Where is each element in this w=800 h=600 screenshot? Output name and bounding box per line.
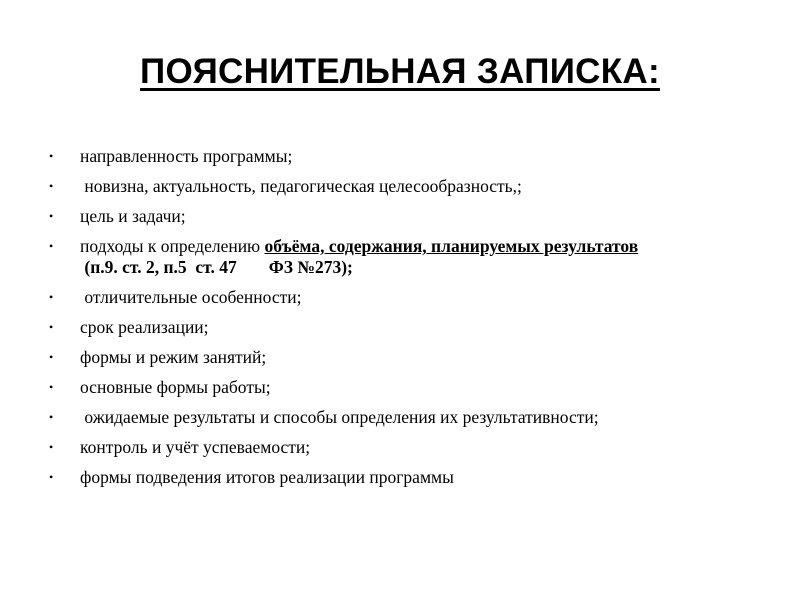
list-item-text: формы и режим занятий;	[80, 347, 267, 367]
bullet-icon: •	[49, 350, 54, 364]
list-item	[0, 467, 740, 488]
bullet-icon: •	[49, 440, 54, 454]
list-item-text: основные формы работы;	[80, 377, 271, 397]
list-item	[0, 287, 740, 308]
list-item-text: ожидаемые результаты и способы определения их результативности;	[80, 407, 599, 427]
list-item	[0, 146, 740, 167]
bullet-icon: •	[49, 290, 54, 304]
list-item-text: цель и задачи;	[80, 206, 186, 226]
bullet-icon: •	[49, 470, 54, 484]
list-item-text: отличительные особенности;	[80, 287, 302, 307]
list-item	[0, 236, 740, 278]
list-item-text: направленность программы;	[80, 146, 293, 166]
list-item	[0, 347, 740, 368]
list-item	[0, 206, 740, 227]
list-item	[0, 377, 740, 398]
list-item-text: формы подведения итогов реализации программы	[80, 467, 454, 487]
bullet-icon: •	[49, 179, 54, 193]
list-item	[0, 176, 740, 197]
list-item	[0, 317, 740, 338]
list-item	[0, 407, 740, 428]
bullet-icon: •	[49, 320, 54, 334]
list-item-text: новизна, актуальность, педагогическая целесообразность,;	[80, 176, 522, 196]
list-item-text: контроль и учёт успеваемости;	[80, 437, 311, 457]
bullet-icon: •	[49, 410, 54, 424]
law-reference: ФЗ №273);	[268, 257, 353, 277]
slide-title: ПОЯСНИТЕЛЬНАЯ ЗАПИСКА:	[140, 52, 660, 91]
bullet-icon: •	[49, 380, 54, 394]
bullet-icon: •	[49, 149, 54, 163]
list-item-text: подходы к определению	[80, 236, 265, 256]
list-item	[0, 437, 740, 458]
bullet-list	[0, 146, 800, 497]
emphasized-text: объёма, содержания, планируемых результатов	[264, 236, 639, 256]
bullet-icon: •	[49, 209, 54, 223]
list-item-text: срок реализации;	[80, 317, 209, 337]
bullet-icon: •	[49, 239, 54, 253]
legal-reference: (п.9. ст. 2, п.5 ст. 47	[80, 257, 237, 277]
